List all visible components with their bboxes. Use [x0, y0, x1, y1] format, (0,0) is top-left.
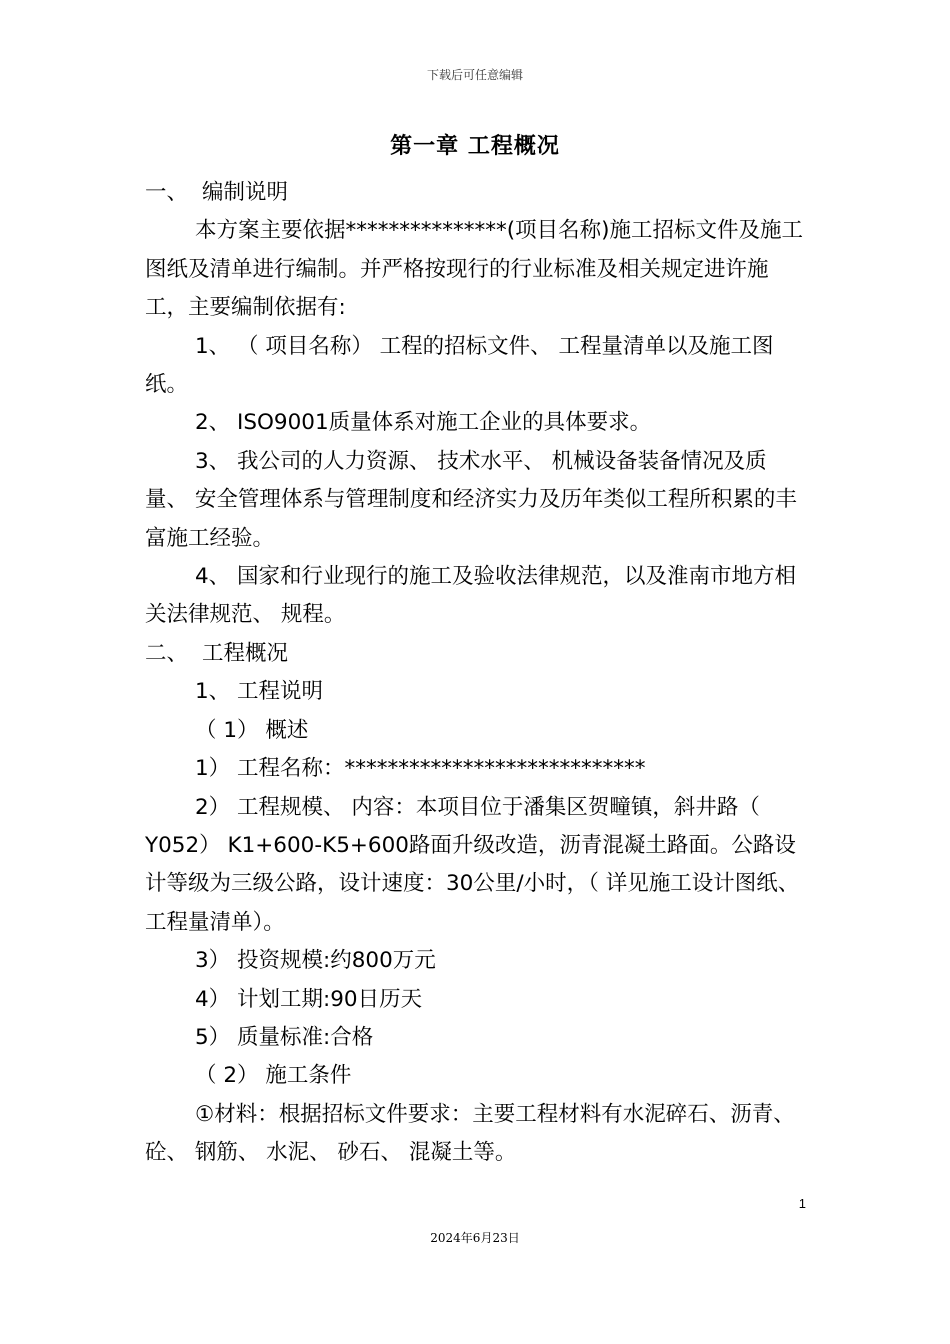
- overview-item-2: 2） 工程规模、 内容：本项目位于潘集区贺疃镇，斜井路（ Y052） K1+600-K5+600路面升级改造，沥青混凝土路面。公路设计等级为三级公路，设计速度：30公里/小时，（ 详见施工设计图纸、 工程量清单）。: [145, 794, 800, 935]
- page-header-note: 下载后可任意编辑: [426, 68, 523, 82]
- chapter-title: 第一章 工程概况: [390, 134, 560, 159]
- materials-paragraph: ①材料：根据招标文件要求：主要工程材料有水泥碎石、沥青、 砼、 钢筋、 水泥、 砂石、 混凝土等。: [145, 1101, 795, 1166]
- overview-item-1: 1） 工程名称：****************************: [195, 756, 646, 782]
- section-heading-1: [145, 174, 809, 212]
- section-number: 二、: [145, 640, 189, 666]
- subsection-overview: （ 1） 概述: [195, 717, 309, 743]
- basis-item-1: 1、 （ 项目名称） 工程的招标文件、 工程量清单以及施工图纸。: [145, 333, 774, 398]
- basis-item-2: 2、 ISO9001质量体系对施工企业的具体要求。: [195, 410, 652, 436]
- basis-item-4: 4、 国家和行业现行的施工及验收法律规范，以及淮南市地方相关法律规范、 规程。: [145, 564, 797, 628]
- section-title: 编制说明: [202, 180, 289, 205]
- subsection-heading: 1、 工程说明: [195, 679, 324, 705]
- document-body: [145, 174, 809, 1173]
- overview-item-3: 3） 投资规模:约800万元: [195, 948, 436, 974]
- page-number: 1: [798, 1196, 806, 1211]
- overview-item-5: 5） 质量标准:合格: [195, 1024, 374, 1050]
- subsection-conditions: （ 2） 施工条件: [195, 1063, 352, 1089]
- overview-item-4: 4） 计划工期:90日历天: [195, 986, 423, 1012]
- section-heading-2: [145, 635, 809, 673]
- footer-date: 2024年6月23日: [430, 1231, 520, 1245]
- basis-item-3: 3、 我公司的人力资源、 技术水平、 机械设备装备情况及质量、 安全管理体系与管理制度和经济实力及历年类似工程所积累的丰富施工经验。: [145, 448, 797, 551]
- section-title: 工程概况: [202, 640, 289, 666]
- paragraph-intro: 本方案主要依据***************(项目名称)施工招标文件及施工图纸及清单进行编制。并严格按现行的行业标准及相关规定进许施工，主要编制依据有:: [145, 218, 804, 321]
- section-number: 一、: [145, 180, 189, 205]
